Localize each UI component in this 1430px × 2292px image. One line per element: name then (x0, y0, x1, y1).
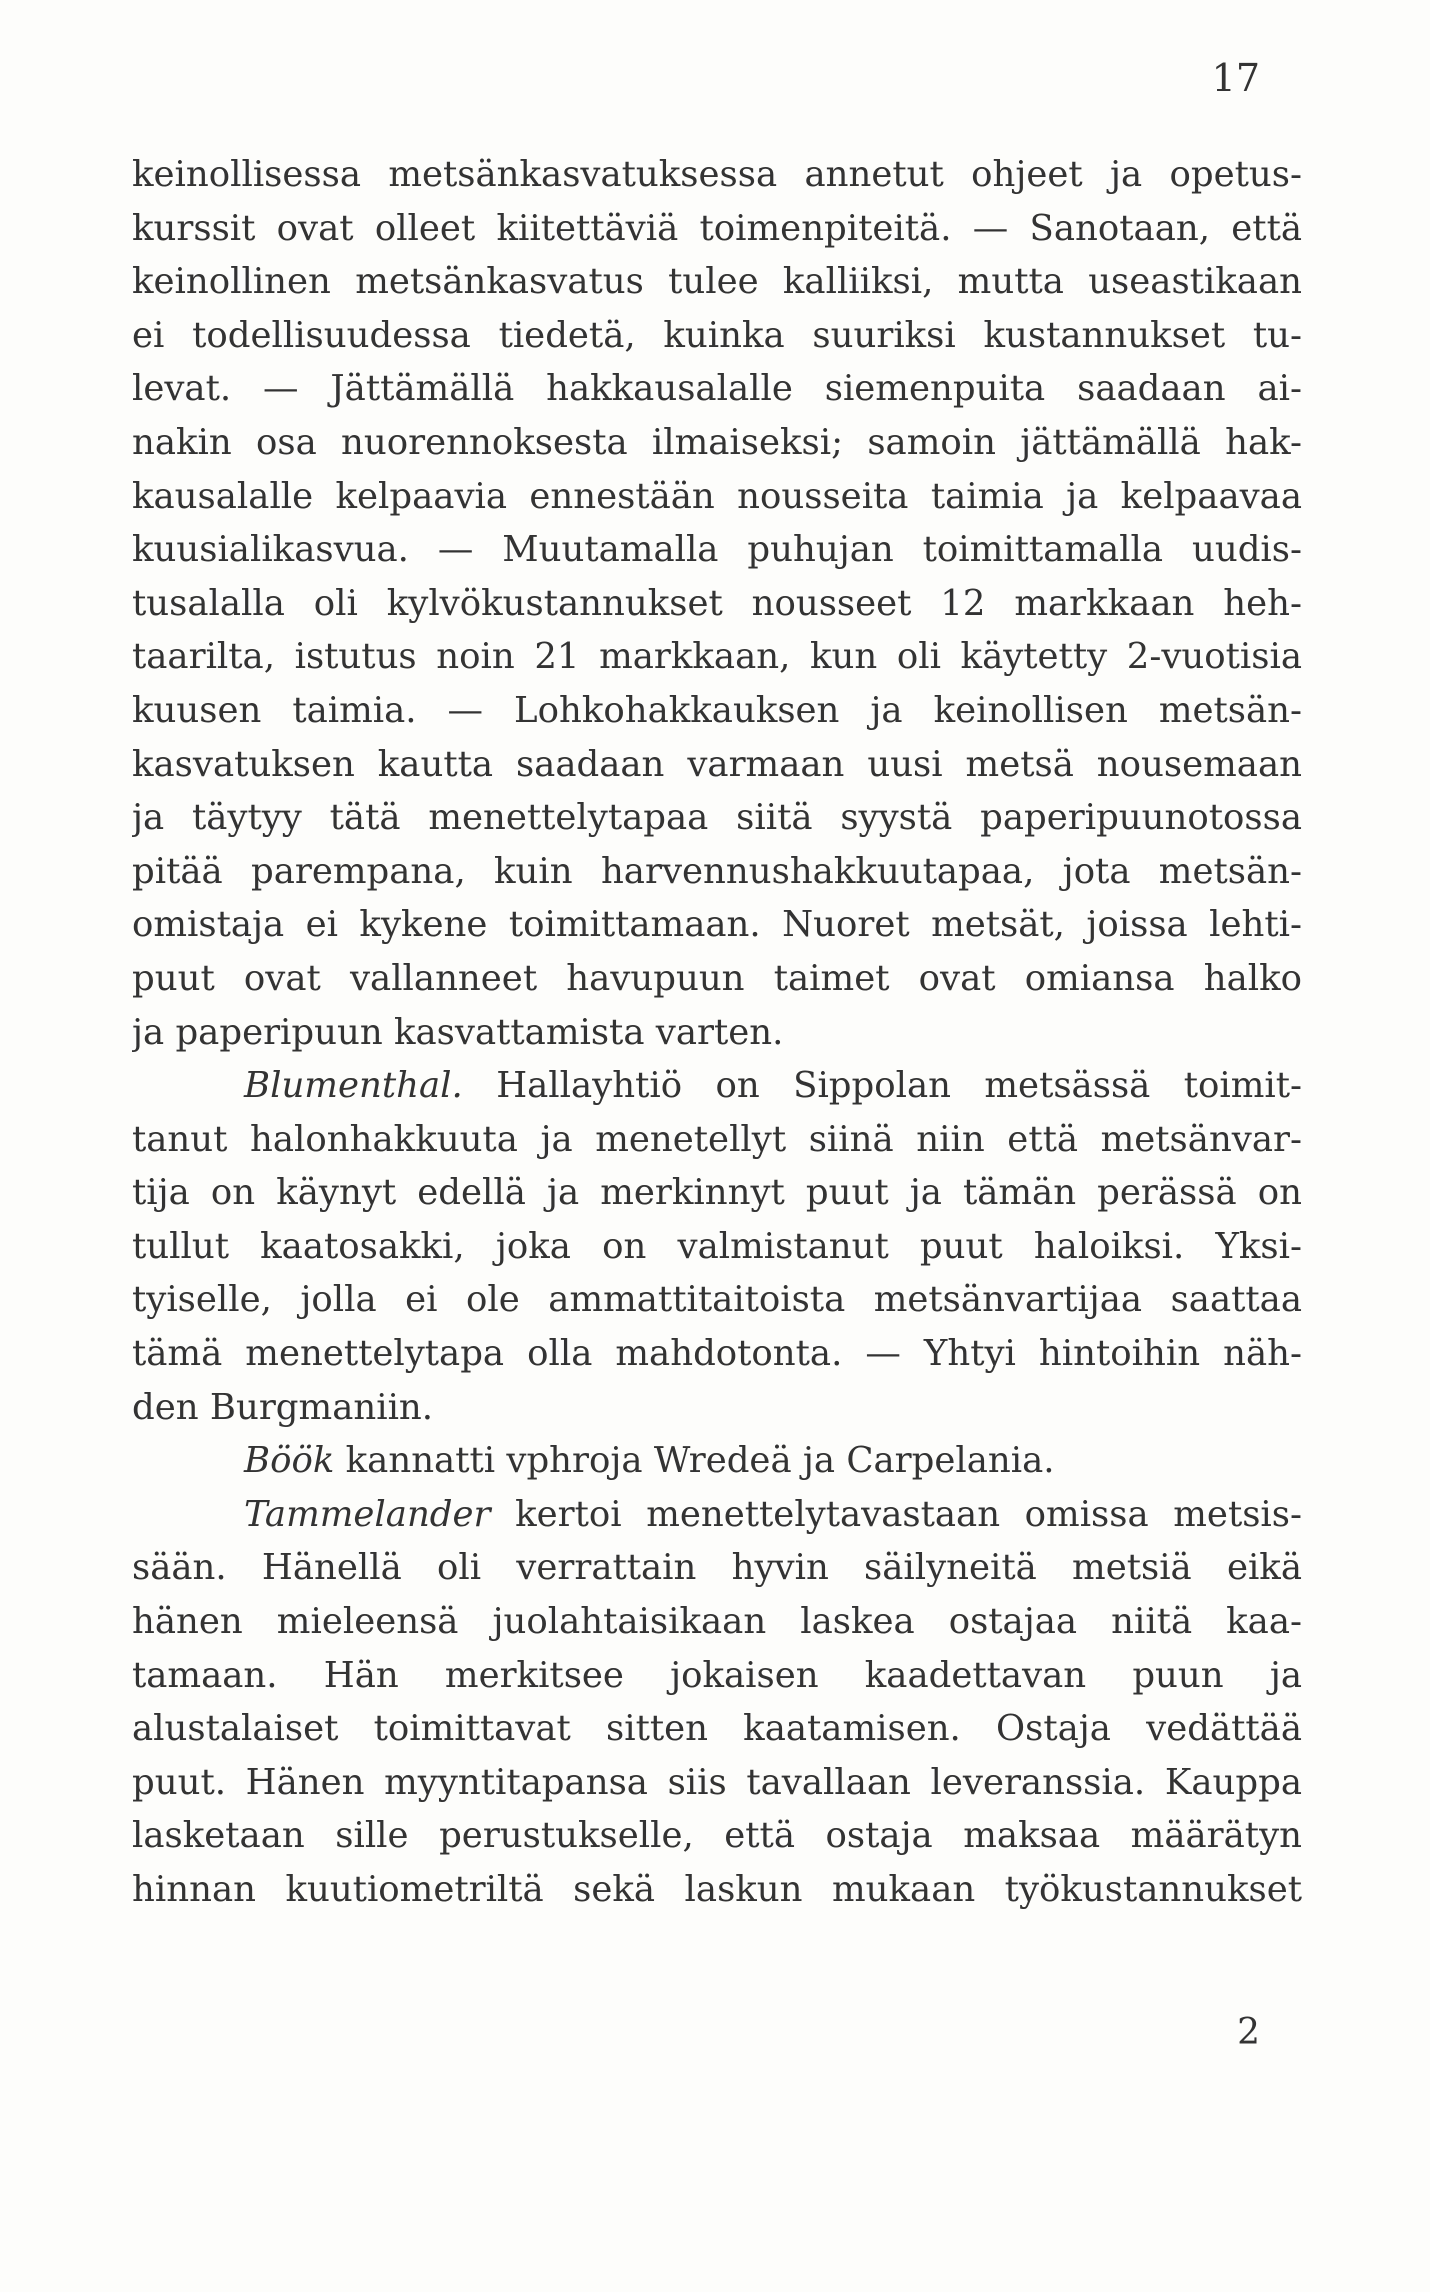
text-line: kuusialikasvua. — Muutamalla puhujan toimittamalla uudis- (132, 529, 1302, 571)
text-line: lasketaan sille perustukselle, että ostaja maksaa määrätyn (132, 1815, 1302, 1857)
text-line: hänen mieleensä juolahtaisikaan laskea ostajaa niitä kaa- (132, 1601, 1302, 1643)
text-line: taarilta, istutus noin 21 markkaan, kun oli käytetty 2-vuotisia (132, 636, 1302, 678)
paragraph-first-line (132, 1059, 1302, 1113)
speaker-name: Böök (244, 1440, 335, 1482)
text-line: keinollisessa metsänkasvatuksessa annetut ohjeet ja opetus- (132, 154, 1302, 195)
text-line: ja paperipuun kasvattamista varten. (132, 1011, 784, 1053)
text-line: nakin osa nuorennoksesta ilmaiseksi; samoin jättämällä hak- (132, 421, 1302, 463)
text-fragment: kannatti vphroja Wredeä ja Carpelania. (345, 1440, 1055, 1482)
text-line: tusalalla oli kylvökustannukset nousseet 12 markkaan heh- (132, 582, 1302, 624)
text-line: tanut halonhakkuuta ja menetellyt siinä niin että metsänvar- (132, 1118, 1302, 1160)
text-line: hinnan kuutiometriltä sekä laskun mukaan työkustannukset (132, 1869, 1302, 1910)
text-line: kurssit ovat olleet kiitettäviä toimenpiteitä. — Sanotaan, että (132, 207, 1302, 249)
signature-mark: 2 (1237, 2012, 1260, 2053)
text-line: levat. — Jättämällä hakkausalalle siemenpuita saadaan ai- (132, 368, 1302, 410)
text-line: tamaan. Hän merkitsee jokaisen kaadettavan puun ja (132, 1654, 1302, 1696)
text-line: kuusen taimia. — Lohkohakkauksen ja keinollisen metsän- (132, 689, 1302, 731)
text-line: tullut kaatosakki, joka on valmistanut puut haloiksi. Yksi- (132, 1225, 1302, 1267)
text-fragment: Hallayhtiö on Sippolan metsässä toimit- (496, 1065, 1302, 1107)
text-line: den Burgmaniin. (132, 1386, 434, 1428)
paragraph-first-line (132, 1434, 1302, 1488)
text-line: puut. Hänen myyntitapansa siis tavallaan leveranssia. Kauppa (132, 1761, 1302, 1803)
text-line: keinollinen metsänkasvatus tulee kalliiksi, mutta useastikaan (132, 261, 1302, 303)
paragraph-book (132, 1434, 1302, 1488)
paragraph-blumenthal (132, 1059, 1302, 1434)
text-line: ei todellisuudessa tiedetä, kuinka suuriksi kustannukset tu- (132, 314, 1302, 356)
paragraph-first-line (132, 1488, 1302, 1542)
speaker-name: Tammelander (244, 1493, 491, 1535)
text-fragment: kertoi menettelytavastaan omissa metsis- (515, 1493, 1302, 1535)
text-line: pitää parempana, kuin harvennushakkuutapaa, jota metsän- (132, 850, 1302, 892)
body-text (132, 148, 1302, 1917)
text-line: tija on käynyt edellä ja merkinnyt puut ja tämän perässä on (132, 1172, 1302, 1214)
paragraph-1 (132, 148, 1302, 1059)
text-line: tyiselle, jolla ei ole ammattitaitoista metsänvartijaa saattaa (132, 1279, 1302, 1321)
paragraph-tammelander (132, 1488, 1302, 1917)
text-line: omistaja ei kykene toimittamaan. Nuoret metsät, joissa lehti- (132, 904, 1302, 946)
text-line: kasvatuksen kautta saadaan varmaan uusi metsä nousemaan (132, 743, 1302, 785)
speaker-name: Blumenthal. (244, 1065, 463, 1107)
text-line: tämä menettelytapa olla mahdotonta. — Yhtyi hintoihin näh- (132, 1333, 1302, 1375)
text-line: alustalaiset toimittavat sitten kaatamisen. Ostaja vedättää (132, 1708, 1302, 1750)
page-number: 17 (1211, 56, 1260, 100)
text-line: sään. Hänellä oli verrattain hyvin säilyneitä metsiä eikä (132, 1547, 1302, 1589)
text-line: kausalalle kelpaavia ennestään nousseita taimia ja kelpaavaa (132, 475, 1302, 517)
text-line: ja täytyy tätä menettelytapaa siitä syystä paperipuunotossa (132, 797, 1302, 839)
text-line: puut ovat vallanneet havupuun taimet ovat omiansa halko (132, 957, 1302, 999)
